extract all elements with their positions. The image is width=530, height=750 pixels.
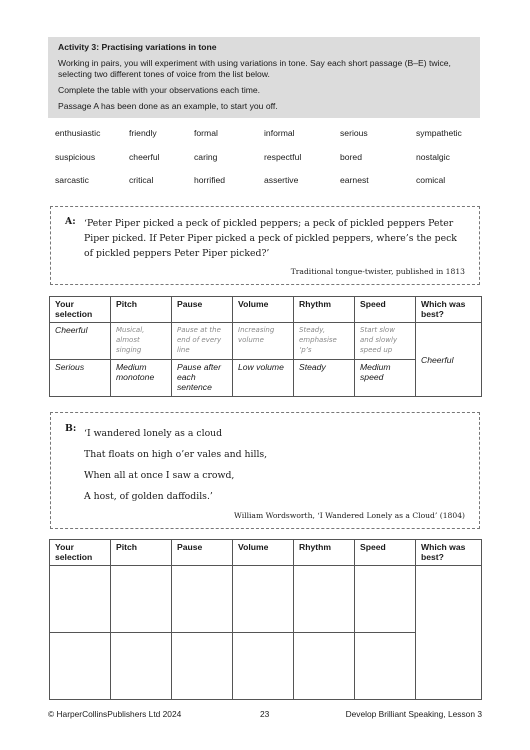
tone-word: sarcastic bbox=[55, 175, 89, 185]
header-speed: Speed bbox=[355, 297, 416, 323]
poem-line: When all at once I saw a crowd, bbox=[84, 470, 235, 481]
tone-word: horrified bbox=[194, 175, 226, 185]
header-selection: Your selection bbox=[50, 540, 111, 566]
observation-table-a bbox=[49, 296, 482, 397]
cell-volume: Increasing volume bbox=[233, 323, 294, 360]
tone-word: bored bbox=[340, 151, 362, 162]
tone-word: formal bbox=[194, 128, 218, 138]
blank-cell-best[interactable] bbox=[416, 566, 482, 700]
blank-cell-selection[interactable] bbox=[50, 566, 111, 633]
observation-table-b bbox=[49, 539, 482, 700]
cell-rhythm: Steady, emphasise ‘p’s bbox=[294, 323, 355, 360]
tone-word: assertive bbox=[264, 175, 299, 185]
passage-source: William Wordsworth, ‘I Wandered Lonely as a Cloud’ (1804) bbox=[234, 511, 465, 520]
activity-box bbox=[48, 37, 480, 118]
header-pitch: Pitch bbox=[111, 297, 172, 323]
passage-letter: B: bbox=[65, 423, 77, 434]
passage-b-box bbox=[50, 412, 480, 529]
header-volume: Volume bbox=[233, 297, 294, 323]
blank-cell-volume[interactable] bbox=[233, 633, 294, 700]
header-rhythm: Rhythm bbox=[294, 540, 355, 566]
blank-cell-pause[interactable] bbox=[172, 633, 233, 700]
activity-title: Activity 3: Practising variations in tone bbox=[58, 42, 217, 52]
cell-selection: Serious bbox=[50, 360, 111, 397]
tone-word: nostalgic bbox=[416, 151, 450, 162]
blank-cell-speed[interactable] bbox=[355, 566, 416, 633]
table-header-row bbox=[50, 540, 482, 566]
tone-word: enthusiastic bbox=[55, 128, 101, 138]
header-speed: Speed bbox=[355, 540, 416, 566]
blank-cell-volume[interactable] bbox=[233, 566, 294, 633]
table-header-row bbox=[50, 297, 482, 323]
passage-a-box bbox=[50, 206, 480, 285]
header-pitch: Pitch bbox=[111, 540, 172, 566]
poem-line: That floats on high o’er vales and hills, bbox=[84, 449, 268, 460]
header-selection: Your selection bbox=[50, 297, 111, 323]
passage-letter: A: bbox=[65, 216, 76, 227]
blank-cell-rhythm[interactable] bbox=[294, 566, 355, 633]
cell-pause: Pause at the end of every line bbox=[172, 323, 233, 360]
activity-instruction: Working in pairs, you will experiment with using variations in tone. Say each short passage (B–E) twice, selecting two different tones of voice from the list below. bbox=[58, 58, 451, 79]
poem-line: A host, of golden daffodils.’ bbox=[84, 491, 213, 502]
tone-word: serious bbox=[340, 128, 368, 138]
tone-word: informal bbox=[264, 128, 295, 138]
tone-word: earnest bbox=[340, 175, 369, 185]
tone-word: sympathetic bbox=[416, 128, 462, 138]
footer-course: Develop Brilliant Speaking, Lesson 3 bbox=[345, 709, 482, 719]
header-best: Which was best? bbox=[416, 540, 482, 566]
cell-selection: Cheerful bbox=[50, 323, 111, 360]
activity-instruction: Passage A has been done as an example, to start you off. bbox=[58, 101, 278, 111]
tone-word: respectful bbox=[264, 151, 302, 162]
cell-pause: Pause after each sentence bbox=[172, 360, 233, 397]
header-pause: Pause bbox=[172, 297, 233, 323]
blank-cell-selection[interactable] bbox=[50, 633, 111, 700]
footer-copyright: © HarperCollinsPublishers Ltd 2024 bbox=[48, 709, 182, 719]
tone-word: comical bbox=[416, 175, 446, 185]
tone-word: friendly bbox=[129, 128, 157, 138]
cell-speed: Medium speed bbox=[355, 360, 416, 397]
cell-best: Cheerful bbox=[416, 323, 482, 397]
cell-speed: Start slow and slowly speed up bbox=[355, 323, 416, 360]
blank-cell-speed[interactable] bbox=[355, 633, 416, 700]
passage-text: ‘Peter Piper picked a peck of pickled peppers; a peck of pickled peppers Peter Piper picked. If Peter Piper picked a peck of pickled peppers, where’s the peck of pickled peppers Peter Piper picked?’ bbox=[84, 218, 457, 259]
tone-word-list bbox=[55, 128, 485, 199]
activity-instruction: Complete the table with your observations each time. bbox=[58, 85, 261, 95]
passage-source: Traditional tongue-twister, published in 1813 bbox=[290, 267, 465, 276]
tone-word: caring bbox=[194, 151, 218, 162]
blank-cell-pause[interactable] bbox=[172, 566, 233, 633]
tone-word: suspicious bbox=[55, 151, 96, 162]
tone-word: critical bbox=[129, 175, 154, 185]
blank-cell-rhythm[interactable] bbox=[294, 633, 355, 700]
blank-cell-pitch[interactable] bbox=[111, 633, 172, 700]
cell-pitch: Musical, almost singing bbox=[111, 323, 172, 360]
table-row bbox=[50, 323, 482, 360]
footer-page-number: 23 bbox=[260, 709, 270, 719]
header-best: Which was best? bbox=[416, 297, 482, 323]
tone-word: cheerful bbox=[129, 151, 160, 162]
cell-volume: Low volume bbox=[233, 360, 294, 397]
header-pause: Pause bbox=[172, 540, 233, 566]
poem-line: ‘I wandered lonely as a cloud bbox=[84, 428, 223, 439]
cell-pitch: Medium monotone bbox=[111, 360, 172, 397]
blank-cell-pitch[interactable] bbox=[111, 566, 172, 633]
table-row bbox=[50, 566, 482, 633]
header-rhythm: Rhythm bbox=[294, 297, 355, 323]
cell-rhythm: Steady bbox=[294, 360, 355, 397]
header-volume: Volume bbox=[233, 540, 294, 566]
